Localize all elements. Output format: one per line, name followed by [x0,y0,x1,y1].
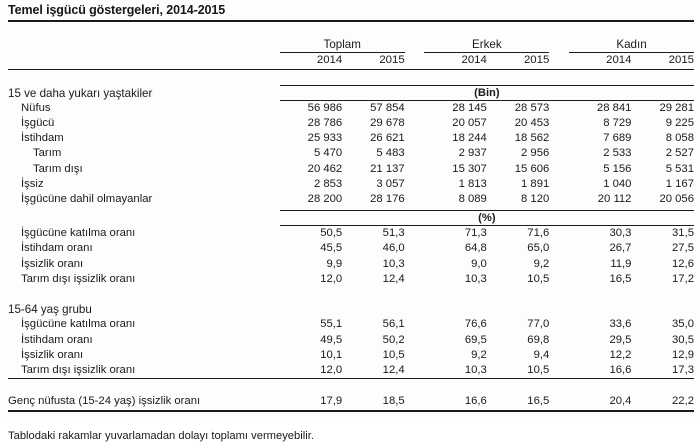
row-gap-2 [549,116,569,131]
cell-istihdam-orani-15plus-kadin-2015: 27,5 [672,242,694,255]
group-header-erkek: Erkek [424,37,549,53]
cell-tarim-toplam-2015: 5 483 [376,147,405,160]
cell-istihdam-orani-15plus-kadin-2014: 26,7 [609,242,632,255]
table-bottom-rule [8,411,694,427]
row-label-isgucu: İşgücü [21,116,55,129]
cell-tarim-toplam-2014: 5 470 [313,147,343,160]
cell-tarimdisi-issizlik-15plus-erkek-2014: 10,3 [464,272,487,285]
cell-issizlik-1564-kadin-2015: 12,9 [672,348,694,361]
cell-nufus-erkek-2015: 28 573 [514,101,550,114]
cell-katilma-1564-toplam-2015: 56,1 [382,318,405,331]
table-row [8,333,694,348]
section-heading-row-1 [8,85,694,101]
row-gap-1 [405,333,425,348]
table-row [8,146,694,161]
row-gap-2 [549,192,569,207]
cell-issiz-kadin-2014: 1 040 [603,177,632,190]
cell-katilma-1564-kadin-2014: 33,6 [609,318,632,331]
row-gap-1 [405,177,425,192]
cell-nufus-toplam-2014: 56 986 [307,101,343,114]
row-label-genc-nufus-issizlik-orani: Genç nüfusta (15-24 yaş) işsizlik oranı [8,395,201,408]
table-row [8,272,694,287]
year-header-toplam-2015: 2015 [379,54,405,67]
row-gap-2 [549,333,569,348]
section-heading-3-spacer [280,302,694,317]
cell-istihdam-orani-15plus-toplam-2014: 45,5 [320,242,343,255]
cell-issizlik-15plus-kadin-2015: 12,6 [672,257,694,270]
row-label-istihdam-orani-15plus: İstihdam oranı [21,242,93,255]
row-label-nufus: Nüfus [21,101,51,114]
cell-issizlik-1564-erkek-2014: 9,2 [471,348,487,361]
row-gap-2 [549,363,569,379]
cell-istihdam-erkek-2015: 18 562 [514,132,550,145]
cell-tarim-erkek-2014: 2 937 [458,147,487,160]
cell-issizlik-15plus-kadin-2014: 11,9 [610,257,632,270]
cell-dahil-olmayanlar-toplam-2015: 28 176 [370,193,405,205]
cell-isgucu-kadin-2015: 9 225 [665,116,694,129]
unit-label-percent: (%) [280,210,694,226]
row-gap-2 [549,272,569,287]
row-gap-1 [405,394,425,410]
year-header-kadin-2015: 2015 [668,54,694,67]
cell-katilma-1564-erkek-2014: 76,6 [464,318,487,331]
cell-katilma-1564-erkek-2015: 77,0 [527,318,550,331]
cell-istihdam-orani-1564-toplam-2015: 50,2 [382,333,405,346]
cell-tarimdisi-issizlik-15plus-toplam-2014: 12,0 [320,272,343,285]
table-row [8,116,694,131]
table-row [8,177,694,192]
cell-istihdam-orani-1564-erkek-2015: 69,8 [527,333,550,346]
group-header-toplam: Toplam [280,37,405,53]
cell-tarim-disi-kadin-2014: 5 156 [603,162,632,175]
year-header-corner [8,53,280,69]
table-row [8,192,694,207]
row-label-isgucune-katilma-orani-15plus: İşgücüne katılma oranı [21,227,136,240]
cell-katilma-1564-toplam-2014: 55,1 [320,318,343,331]
table-row [8,317,694,332]
year-header-erkek-2015: 2015 [523,54,550,67]
cell-katilma-15plus-erkek-2014: 71,3 [464,227,487,240]
table-row [8,257,694,272]
table-row [8,348,694,363]
cell-tarim-disi-kadin-2015: 5 531 [665,162,694,175]
section-heading-3: 15-64 yaş grubu [8,303,92,317]
cell-istihdam-toplam-2015: 26 621 [370,132,405,145]
row-gap-2 [549,226,569,241]
table-top-rule [8,21,694,37]
row-gap-2 [549,348,569,363]
total-row-top-rule [8,379,694,395]
cell-dahil-olmayanlar-kadin-2014: 20 112 [597,193,632,205]
cell-issizlik-1564-erkek-2015: 9,4 [533,348,550,361]
cell-tarimdisi-issizlik-1564-kadin-2015: 17,3 [672,364,694,377]
cell-isgucu-toplam-2015: 29 678 [370,116,405,129]
row-label-tarim-disi-issizlik-orani-15plus: Tarım dışı işsizlik oranı [21,272,136,285]
cell-tarimdisi-issizlik-15plus-erkek-2015: 10,5 [527,272,550,285]
cell-nufus-toplam-2015: 57 854 [370,101,405,114]
cell-isgucu-erkek-2014: 20 057 [452,116,487,129]
cell-isgucu-kadin-2014: 8 729 [603,116,632,129]
cell-tarim-kadin-2015: 2 527 [665,147,694,160]
cell-isgucu-toplam-2014: 28 786 [307,116,343,129]
cell-tarimdisi-issizlik-1564-kadin-2014: 16,6 [609,364,632,377]
cell-issizlik-15plus-erkek-2015: 9,2 [533,257,550,270]
cell-istihdam-erkek-2014: 18 244 [452,132,487,145]
cell-istihdam-orani-1564-kadin-2014: 29,5 [609,333,632,346]
group-header-kadin: Kadın [569,37,694,53]
cell-tarim-disi-erkek-2015: 15 606 [514,162,550,175]
total-row-genc-nufus [8,394,694,410]
row-label-tarim: Tarım [33,147,62,160]
cell-tarimdisi-issizlik-15plus-toplam-2015: 12,4 [382,272,405,285]
section-heading-1: 15 ve daha yukarı yaştakiler [8,86,153,100]
cell-issizlik-1564-toplam-2015: 10,5 [382,348,405,361]
table-row [8,131,694,146]
cell-genc-erkek-2015: 16,5 [527,395,550,408]
row-label-istihdam-orani-1564: İstihdam oranı [21,333,93,346]
row-label-isgucune-katilma-orani-1564: İşgücüne katılma oranı [21,318,136,331]
row-gap-1 [405,348,425,363]
cell-tarim-disi-toplam-2015: 21 137 [370,162,405,175]
cell-genc-toplam-2015: 18,5 [382,395,405,408]
page-title: Temel işgücü göstergeleri, 2014-2015 [8,3,226,17]
row-gap-1 [405,116,425,131]
row-gap-2 [549,317,569,332]
row-gap-1 [405,257,425,272]
cell-genc-toplam-2014: 17,9 [320,395,343,408]
cell-issiz-toplam-2014: 2 853 [313,177,343,190]
cell-dahil-olmayanlar-kadin-2015: 20 056 [659,193,694,205]
corner-cell [8,37,280,53]
cell-istihdam-orani-1564-toplam-2014: 49,5 [320,333,343,346]
table-row [8,241,694,256]
group-gap-2 [549,37,569,53]
row-gap-1 [405,363,425,379]
cell-tarimdisi-issizlik-15plus-kadin-2015: 17,2 [672,272,694,285]
cell-tarimdisi-issizlik-1564-erkek-2014: 10,3 [464,364,487,377]
cell-istihdam-orani-15plus-erkek-2014: 64,8 [464,242,487,255]
cell-istihdam-orani-1564-kadin-2015: 30,5 [672,333,694,346]
row-gap-1 [405,131,425,146]
cell-istihdam-kadin-2014: 7 689 [603,132,632,145]
cell-issiz-toplam-2015: 3 057 [376,177,405,190]
year-header-toplam-2014: 2014 [316,54,343,67]
row-gap-2 [549,131,569,146]
row-label-isgucune-dahil-olmayanlar: İşgücüne dahil olmayanlar [21,193,153,205]
group-header-row [8,37,694,53]
year-header-row [8,53,694,69]
table-row [8,363,694,379]
row-label-issiz: İşsiz [21,177,44,190]
cell-katilma-1564-kadin-2015: 35,0 [672,318,694,331]
unit-row-percent [8,207,694,226]
row-gap-2 [549,241,569,256]
cell-tarim-disi-toplam-2014: 20 462 [307,162,343,175]
cell-issiz-erkek-2014: 1 813 [458,177,487,190]
unit-row-label-spacer [8,207,280,226]
table-row [8,101,694,116]
row-gap-2 [549,394,569,410]
table-row [8,226,694,241]
year-gap-2 [549,53,569,69]
cell-tarimdisi-issizlik-1564-toplam-2014: 12,0 [320,364,343,377]
cell-issizlik-15plus-toplam-2014: 9,9 [326,257,343,270]
section-spacer [8,287,694,302]
row-gap-1 [405,226,425,241]
labour-force-indicators-table [8,20,694,427]
cell-issizlik-15plus-toplam-2015: 10,3 [382,257,405,270]
cell-tarim-kadin-2014: 2 533 [603,147,632,160]
cell-dahil-olmayanlar-erkek-2014: 8 089 [458,193,487,205]
row-gap-1 [405,317,425,332]
cell-tarimdisi-issizlik-1564-toplam-2015: 12,4 [382,364,405,377]
group-gap-1 [405,37,425,53]
year-header-kadin-2014: 2014 [606,54,632,67]
row-gap-2 [549,257,569,272]
cell-issizlik-15plus-erkek-2014: 9,0 [471,257,487,270]
cell-tarim-disi-erkek-2014: 15 307 [452,162,487,175]
cell-dahil-olmayanlar-toplam-2014: 28 200 [307,193,343,205]
header-bottom-rule [8,69,694,85]
table-footnote: Tablodaki rakamlar yuvarlamadan dolayı toplamı vermeyebilir. [8,429,314,442]
row-label-issizlik-orani-15plus: İşsizlik oranı [21,257,84,270]
row-label-istihdam: İstihdam [21,132,64,145]
cell-issizlik-1564-toplam-2014: 10,1 [320,348,343,361]
cell-isgucu-erkek-2015: 20 453 [514,116,550,129]
row-label-issizlik-orani-1564: İşsizlik oranı [21,348,84,361]
cell-katilma-15plus-kadin-2015: 31,5 [672,227,694,240]
cell-katilma-15plus-erkek-2015: 71,6 [527,227,550,240]
cell-istihdam-orani-15plus-toplam-2015: 46,0 [382,242,405,255]
cell-nufus-kadin-2014: 28 841 [596,101,632,114]
cell-katilma-15plus-toplam-2015: 51,3 [382,227,405,240]
row-label-tarim-disi: Tarım dışı [33,162,83,175]
row-gap-1 [405,272,425,287]
row-label-tarim-disi-issizlik-orani-1564: Tarım dışı işsizlik oranı [21,364,136,377]
cell-tarim-erkek-2015: 2 956 [521,147,550,160]
cell-issiz-erkek-2015: 1 891 [521,177,550,190]
section-heading-row-3 [8,302,694,317]
cell-istihdam-orani-15plus-erkek-2015: 65,0 [527,242,550,255]
cell-nufus-erkek-2014: 28 145 [452,101,487,114]
year-header-erkek-2014: 2014 [461,54,487,67]
cell-issiz-kadin-2015: 1 167 [665,177,694,190]
cell-genc-kadin-2014: 20,4 [609,395,632,408]
cell-istihdam-kadin-2015: 8 058 [665,132,694,145]
row-gap-1 [405,192,425,207]
cell-issizlik-1564-kadin-2014: 12,2 [609,348,632,361]
cell-tarimdisi-issizlik-15plus-kadin-2014: 16,5 [609,272,632,285]
cell-istihdam-toplam-2014: 25 933 [307,132,343,145]
row-gap-1 [405,101,425,116]
cell-istihdam-orani-1564-erkek-2014: 69,5 [464,333,487,346]
cell-genc-erkek-2014: 16,6 [464,395,487,408]
year-gap-1 [405,53,425,69]
row-gap-2 [549,146,569,161]
table-row [8,162,694,177]
row-gap-2 [549,177,569,192]
row-gap-1 [405,162,425,177]
row-gap-2 [549,162,569,177]
row-gap-2 [549,101,569,116]
cell-katilma-15plus-toplam-2014: 50,5 [320,227,343,240]
cell-tarimdisi-issizlik-1564-erkek-2015: 10,5 [527,364,550,377]
cell-katilma-15plus-kadin-2014: 30,3 [609,227,632,240]
unit-label-thousands: (Bin) [280,85,694,101]
row-gap-1 [405,146,425,161]
cell-nufus-kadin-2015: 29 281 [659,101,694,114]
cell-genc-kadin-2015: 22,2 [672,395,694,408]
row-gap-1 [405,241,425,256]
cell-dahil-olmayanlar-erkek-2015: 8 120 [521,193,550,205]
